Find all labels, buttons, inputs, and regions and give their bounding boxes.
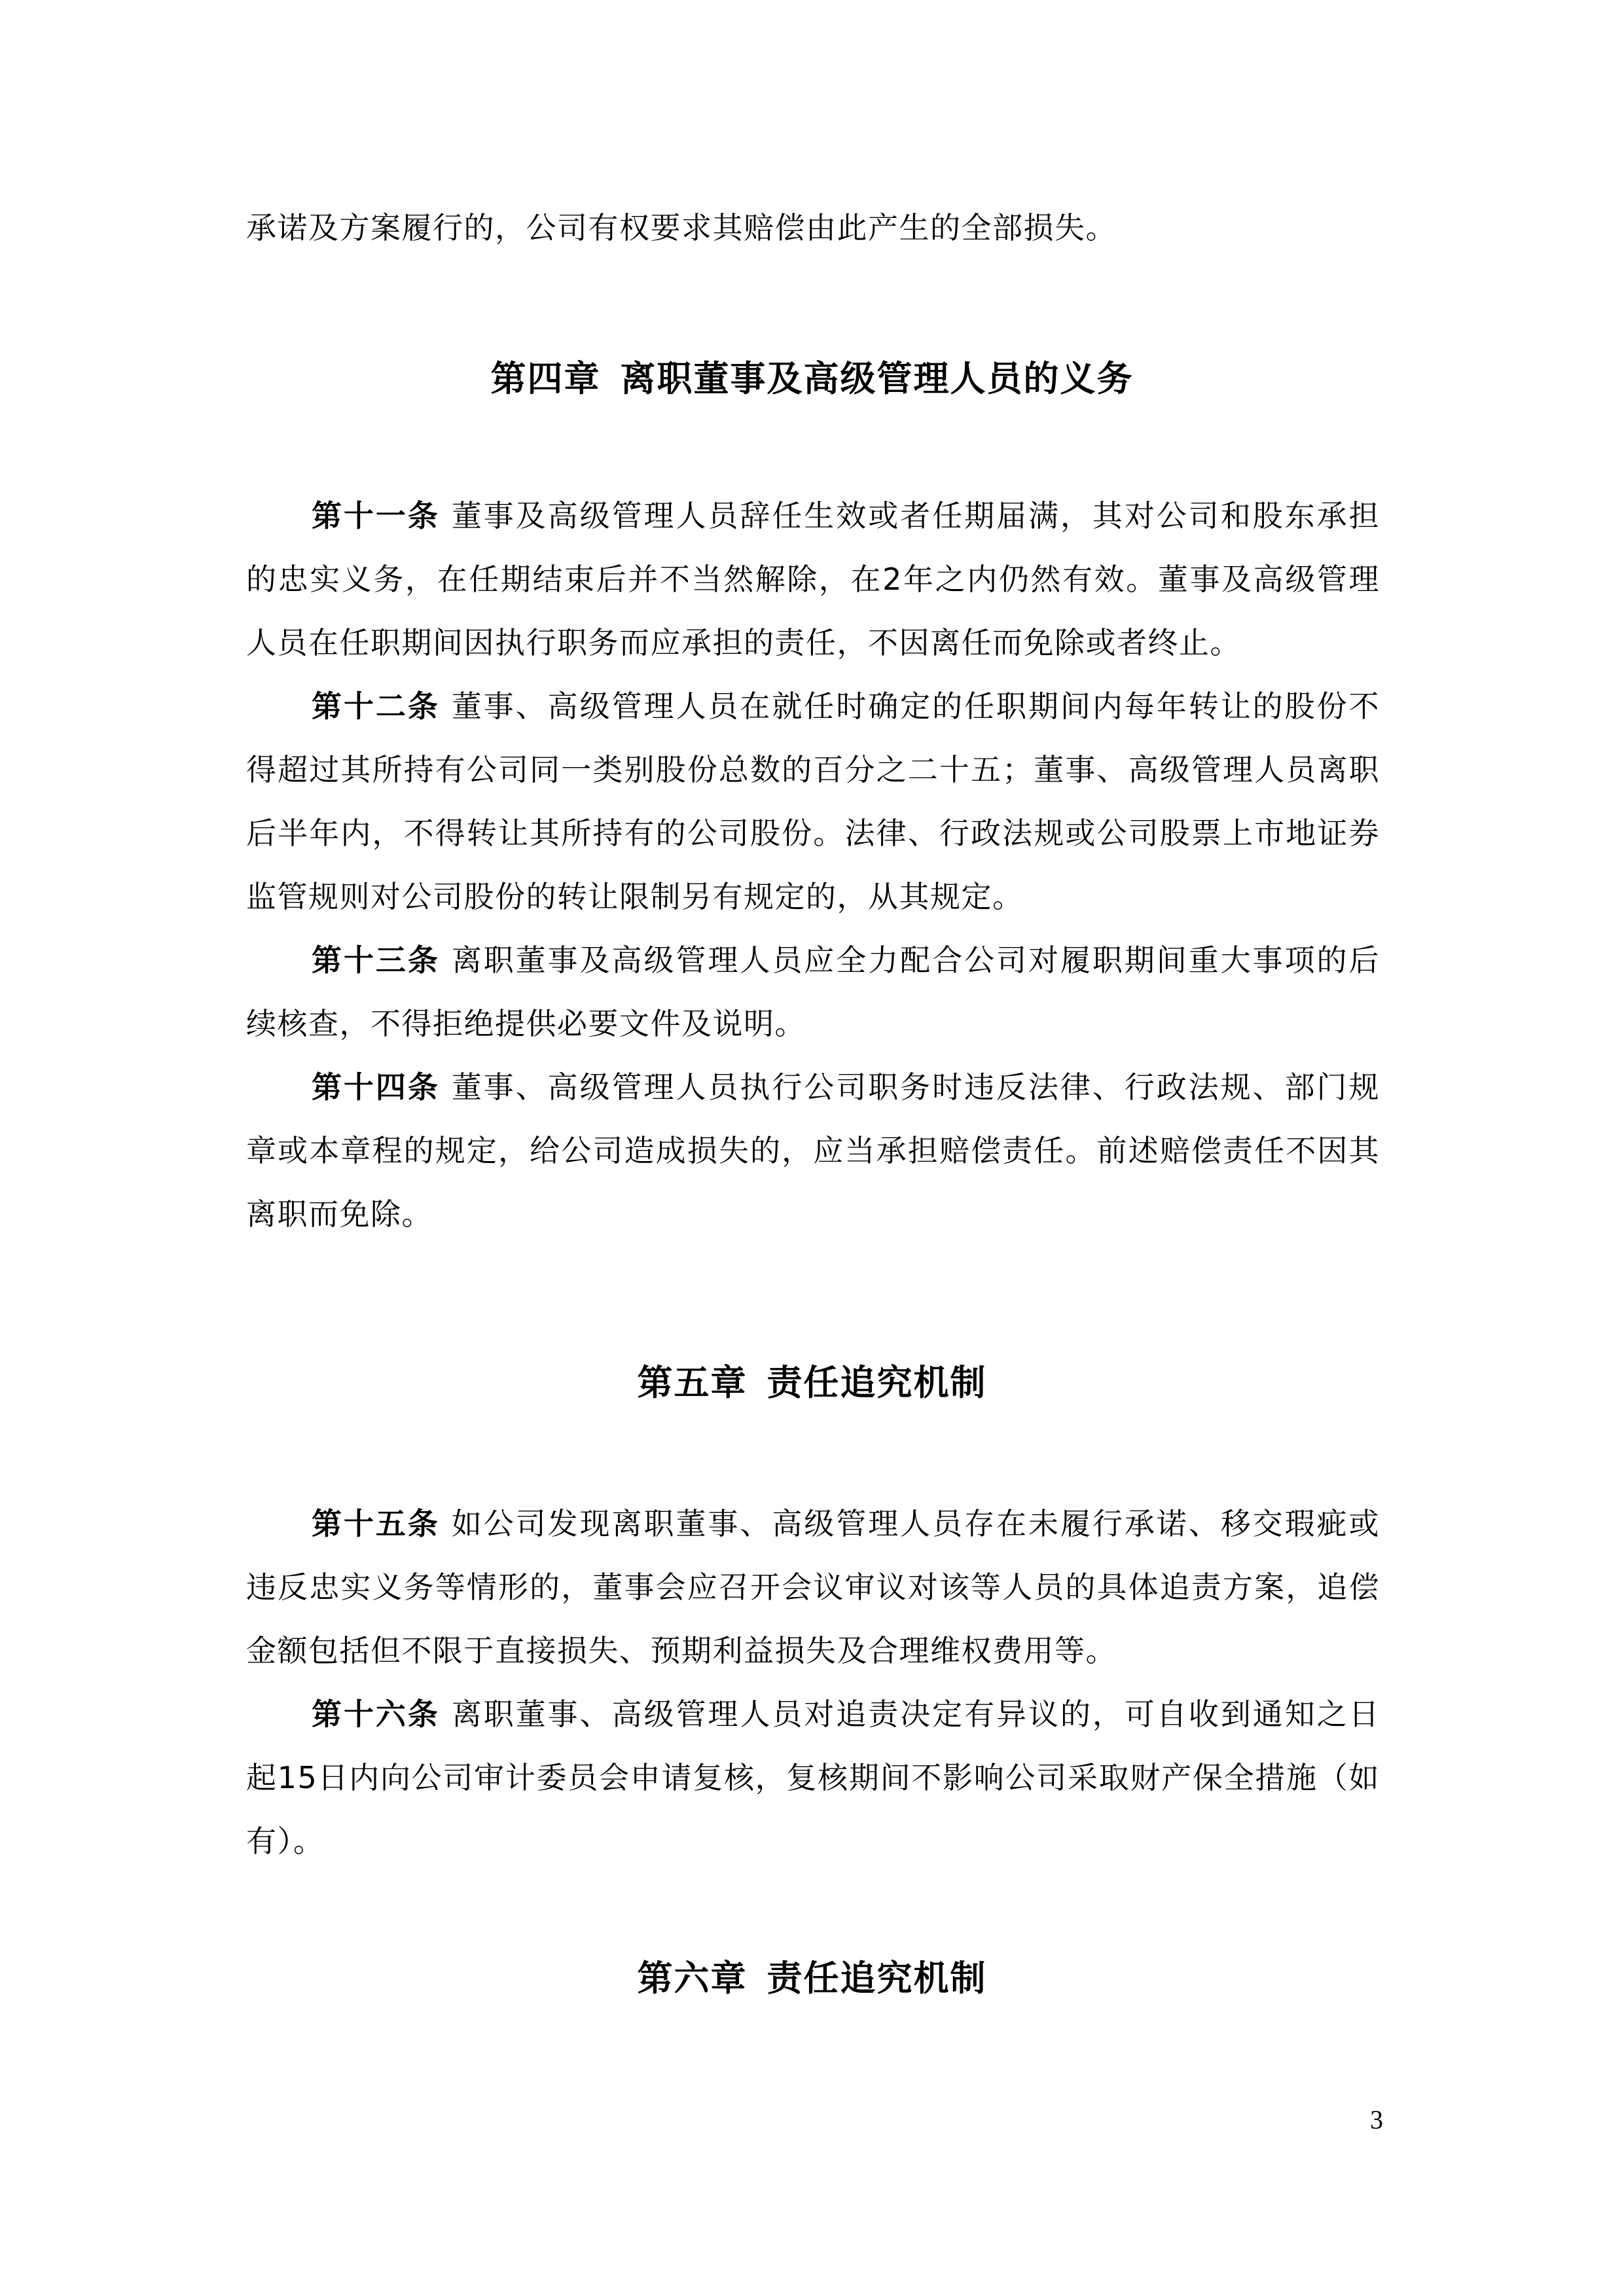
chapter-4-title: 离职董事及高级管理人员的义务 — [620, 358, 1134, 399]
article-14 — [246, 1056, 1380, 1246]
continuation-paragraph: 承诺及方案履行的，公司有权要求其赔偿由此产生的全部损失。 — [246, 210, 1117, 245]
article-number: 第十四条 — [312, 1069, 440, 1105]
article-text: 董事及高级管理人员辞任生效或者任期届满，其对公司和股东承担的忠实义务，在任期结束后并不当然解除，在2年之内仍然有效。董事及高级管理人员在任职期间因执行职务而应承担的责任，不因离任而免除或者终止。 — [246, 498, 1380, 660]
chapter-4-number: 第四章 — [490, 358, 601, 399]
article-number: 第十三条 — [312, 942, 440, 978]
article-number: 第十二条 — [312, 689, 440, 724]
chapter-4-heading — [0, 351, 1624, 401]
page-number: 3 — [1370, 2105, 1383, 2134]
article-text: 董事、高级管理人员执行公司职务时违反法律、行政法规、部门规章或本章程的规定，给公司造成损失的，应当承担赔偿责任。前述赔偿责任不因其离职而免除。 — [246, 1069, 1380, 1232]
article-11 — [246, 484, 1380, 675]
continuation-block — [246, 196, 1380, 260]
article-number: 第十一条 — [312, 498, 440, 533]
article-16 — [246, 1683, 1380, 1873]
chapter-5-title: 责任追究机制 — [767, 1362, 987, 1403]
article-text: 如公司发现离职董事、高级管理人员存在未履行承诺、移交瑕疵或违反忠实义务等情形的，董事会应召开会议审议对该等人员的具体追责方案，追偿金额包括但不限于直接损失、预期利益损失及合理维权费用等。 — [246, 1506, 1380, 1668]
article-13 — [246, 929, 1380, 1056]
article-12 — [246, 675, 1380, 929]
article-text: 董事、高级管理人员在就任时确定的任职期间内每年转让的股份不得超过其所持有公司同一类别股份总数的百分之二十五；董事、高级管理人员离职后半年内，不得转让其所持有的公司股份。法律、行政法规或公司股票上市地证券监管规则对公司股份的转让限制另有规定的，从其规定。 — [246, 689, 1380, 914]
article-number: 第十五条 — [312, 1506, 440, 1541]
chapter-6-heading — [0, 1950, 1624, 2001]
article-15 — [246, 1492, 1380, 1683]
article-text: 离职董事及高级管理人员应全力配合公司对履职期间重大事项的后续核查，不得拒绝提供必要文件及说明。 — [246, 942, 1380, 1041]
article-text: 离职董事、高级管理人员对追责决定有异议的，可自收到通知之日起15日内向公司审计委员会申请复核，复核期间不影响公司采取财产保全措施（如有）。 — [246, 1696, 1380, 1859]
chapter-6-number: 第六章 — [637, 1958, 748, 1999]
chapter-5-number: 第五章 — [637, 1362, 748, 1403]
chapter-5-body — [246, 1492, 1380, 1873]
chapter-4-body — [246, 484, 1380, 1246]
chapter-6-title: 责任追究机制 — [767, 1958, 987, 1999]
article-number: 第十六条 — [312, 1696, 440, 1732]
chapter-5-heading — [0, 1355, 1624, 1405]
